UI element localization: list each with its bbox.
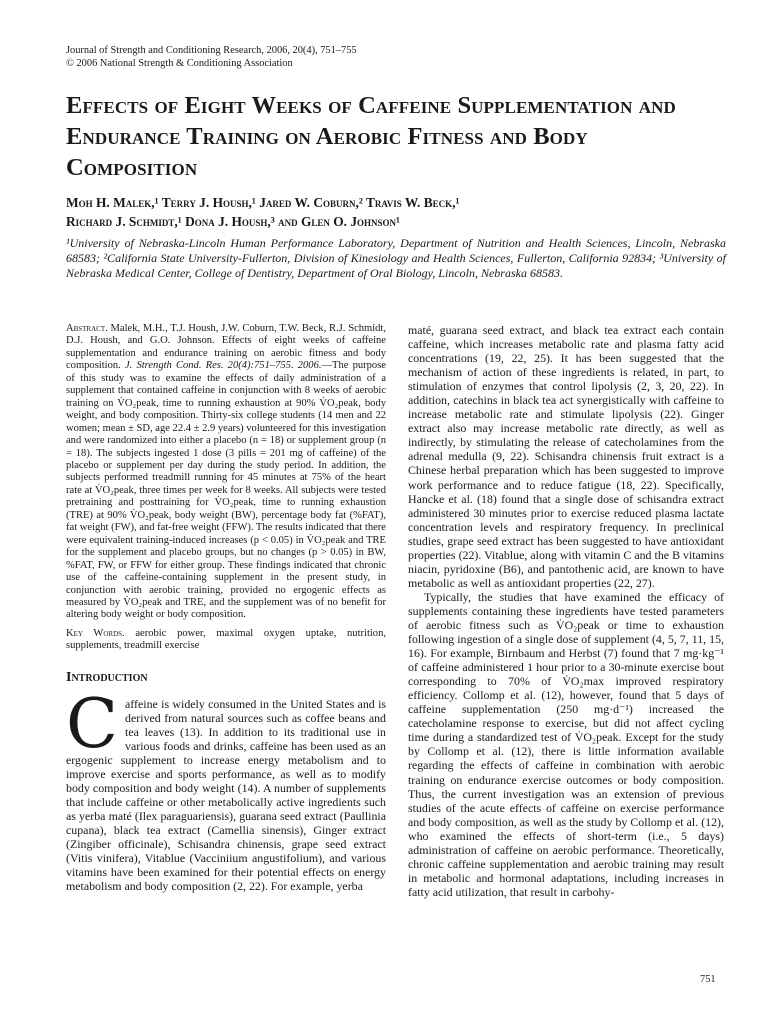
drop-cap: C xyxy=(66,684,119,764)
page-number: 751 xyxy=(700,974,716,985)
introduction-paragraph-1-text: affeine is widely consumed in the United States and is derived from natural sources such as coffee beans and tea leaves (13). In addition to its traditional use in various foods and drinks, caffeine has been used as an ergogenic supplement to increase energy metabolism and to improve exercise and sports performance, as well as to modify body composition and body weight (14). A number of supplements that include caffeine or other metabolically active ingredients such as yerba maté (Ilex paraguariensis), guarana seed extract (Paullinia cupana), black tea extract (Camellia sinensis), Ginger extract (Zingiber officinale), Schisandra chinensis, grape seed extract (Vitis vinifera), Vitablue (Vacciniium angustifolium), and various vitamins have been examined for their potential effects on energy metabolism and body composition (2, 22). For example, yerba xyxy=(66,696,386,894)
abstract-label: Abstract. xyxy=(66,323,108,334)
keywords-text: aerobic power, maximal oxygen uptake, nutrition, supplements, treadmill exercise xyxy=(66,627,386,652)
right-paragraph-2: Typically, the studies that have examined the efficacy of supplements containing these ingredients have tested parameters of aerobic fitness such as V̇O₂peak or time to exhaustion following ingestion of a single dose of supplement (4, 5, 7, 11, 15, 16). For example, Birnbaum and Herbst (7) found that 7 mg·kg⁻¹ of caffeine administered 1 hour prior to a 30-minute exercise bout corresponding to 70% of V̇O₂max improved respiratory efficiency. Collomp et al. (12), however, found that 5 days of caffeine supplementation (250 mg·d⁻¹) increased the catecholamine response to exercise, but did not affect cycling time during a standardized test of V̇O₂peak. Except for the study by Collomp et al. (12), there is little information available regarding the effects of caffeine in combination with aerobic training on endurance exercise outcomes or body composition. Thus, the current investigation was an extension of previous studies of the acute effects of caffeine on exercise performance and body composition, as well as the study by Collomp et al. (12), who examined the effects of short-term (i.e., 5 days) administration of caffeine on aerobic performance. Theoretically, chronic caffeine supplementation and aerobic training may result in metabolic and hormonal adaptations, including increases in fatty acid utilization, that result in carbohy- xyxy=(408,589,724,899)
introduction-heading: Introduction xyxy=(66,669,148,685)
abstract xyxy=(66,323,386,622)
left-column xyxy=(66,323,386,893)
author-list xyxy=(66,194,726,231)
author-line-1: Moh H. Malek,¹ Terry J. Housh,¹ Jared W. Coburn,² Travis W. Beck,¹ xyxy=(66,195,460,210)
abstract-text: —The purpose of this study was to examine the effects of daily administration of a supplement that contained caffeine in conjunction with 8 weeks of aerobic training on V̇O₂peak, time to running exhaustion at 90% V̇O₂peak, body weight, and body composition. Thirty-six college students (14 men and 22 women; mean ± SD, age 22.4 ± 2.9 years) volunteered for this investigation and were randomized into either a placebo (n = 18) or supplement group (n = 18). The subjects ingested 1 dose (3 pills = 201 mg of caffeine) of the placebo or supplement per day during the study period. In addition, the subjects performed treadmill running for 45 minutes at 75% of the heart rate at V̇O₂peak, three times per week for 8 weeks. All subjects were tested pretraining and posttraining for V̇O₂peak, time to running exhaustion (TRE) at 90% V̇O₂peak, body weight (BW), percentage body fat (%FAT), fat weight (FW), and fat-free weight (FFW). The results indicated that there were equivalent training-induced increases (p < 0.05) in V̇O₂peak and TRE for the supplement and placebo groups, but no changes (p > 0.05) in BW, %FAT, FW, or FFW for either group. These findings indicated that chronic use of the caffeine-containing supplement in the present study, in conjunction with aerobic training, provided no ergogenic effects as measured by V̇O₂peak and TRE, and the supplement was of no benefit for altering body weight or body composition. xyxy=(66,360,387,621)
introduction-paragraph-1 xyxy=(66,684,386,894)
right-column xyxy=(408,323,724,899)
abstract-journal-ref: J. Strength Cond. Res. 20(4):751–755. 2006. xyxy=(124,360,322,372)
journal-citation: Journal of Strength and Conditioning Research, 2006, 20(4), 751–755 xyxy=(66,45,357,56)
abstract-citation: Malek, M.H., T.J. Housh, J.W. Coburn, T.W. Beck, R.J. Schmidt, D.J. Housh, and G.O. Johnson. Effects of eight weeks of caffeine supplementation and endurance training on aerobic fitness and body composition. xyxy=(66,323,386,372)
article-title: Effects of Eight Weeks of Caffeine Supplementation and Endurance Training on Aerobic Fitness and Body Composition xyxy=(66,92,676,181)
keywords-label: Key Words. xyxy=(66,627,125,639)
affiliations: ¹University of Nebraska-Lincoln Human Performance Laboratory, Department of Nutrition and Health Sciences, Lincoln, Nebraska 68583; ²California State University-Fullerton, Division of Kinesiology and Health Sciences, Fullerton, California 92834; ³University of Nebraska Medical Center, College of Dentistry, Department of Oral Biology, Lincoln, Nebraska 68583. xyxy=(66,236,726,281)
keywords xyxy=(66,628,386,653)
author-line-2: Richard J. Schmidt,¹ Dona J. Housh,³ and Glen O. Johnson¹ xyxy=(66,213,401,229)
right-paragraph-1: maté, guarana seed extract, and black tea extract each contain caffeine, which increases metabolic rate and plasma fatty acid concentrations (19, 22, 25). It has been suggested that the mechanism of action of these ingredients is related, in part, to stimulation of enzymes that control lipolysis (2, 3, 20, 22). In addition, catechins in black tea act synergistically with caffeine to increase metabolic rate and stimulate lipolysis (22). Ginger extract also may increase metabolic rate directly, as well as indirectly, by stimulating the release of catecholamines from the adrenal medulla (9, 22). Schisandra chinensis fruit extract is a Chinese herbal preparation which has been suggested to improve work performance and to reduce fatigue (18, 22). Specifically, Hancke et al. (18) found that a single dose of schisandra extract administered 30 minutes prior to exercise reduced plasma lactate concentration levels and respiratory frequency. In preclinical studies, grape seed extract has been suggested to have antioxidant properties (22). Vitablue, along with vitamin C and the B vitamins niacin, pyridoxine (B6), and pantothenic acid, are known to have metabolic as well as antioxidant properties (22, 27). xyxy=(408,323,724,590)
journal-copyright: © 2006 National Strength & Conditioning Association xyxy=(66,58,293,69)
journal-header xyxy=(66,44,357,70)
